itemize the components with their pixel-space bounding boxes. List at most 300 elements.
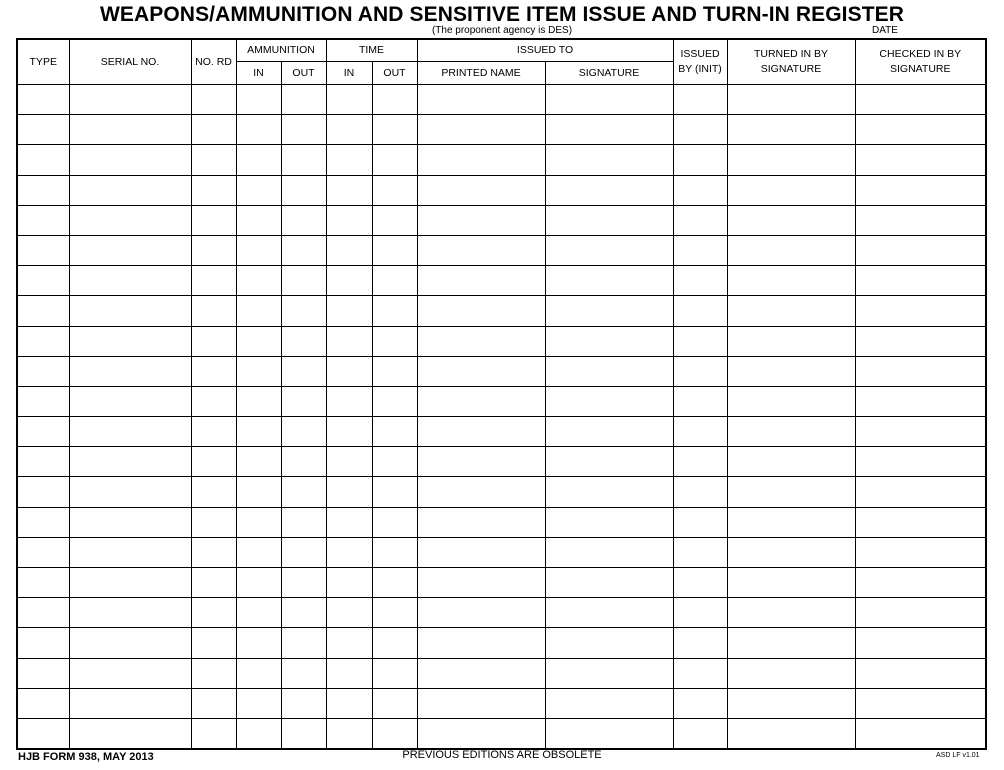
- cell-signature[interactable]: [545, 417, 673, 447]
- cell-printed-name[interactable]: [417, 628, 545, 658]
- cell-printed-name[interactable]: [417, 85, 545, 115]
- cell-signature[interactable]: [545, 628, 673, 658]
- cell-ammo-in[interactable]: [236, 718, 281, 749]
- cell-time-in[interactable]: [326, 205, 372, 235]
- table-row: [17, 175, 986, 205]
- cell-printed-name[interactable]: [417, 235, 545, 265]
- cell-serial-no[interactable]: [69, 447, 191, 477]
- cell-printed-name[interactable]: [417, 145, 545, 175]
- cell-no-rd[interactable]: [191, 115, 236, 145]
- cell-ammo-in[interactable]: [236, 85, 281, 115]
- cell-ammo-in[interactable]: [236, 658, 281, 688]
- cell-serial-no[interactable]: [69, 417, 191, 447]
- cell-ammo-out[interactable]: [281, 688, 326, 718]
- cell-printed-name[interactable]: [417, 537, 545, 567]
- cell-time-out[interactable]: [372, 296, 417, 326]
- cell-time-in[interactable]: [326, 326, 372, 356]
- cell-time-out[interactable]: [372, 417, 417, 447]
- cell-no-rd[interactable]: [191, 537, 236, 567]
- cell-ammo-in[interactable]: [236, 356, 281, 386]
- cell-ammo-in[interactable]: [236, 296, 281, 326]
- cell-printed-name[interactable]: [417, 115, 545, 145]
- cell-type[interactable]: [17, 598, 69, 628]
- cell-signature[interactable]: [545, 145, 673, 175]
- cell-time-out[interactable]: [372, 507, 417, 537]
- cell-no-rd[interactable]: [191, 447, 236, 477]
- cell-signature[interactable]: [545, 598, 673, 628]
- cell-no-rd[interactable]: [191, 658, 236, 688]
- cell-turned-in-by[interactable]: [727, 598, 855, 628]
- header-time: TIME: [326, 39, 417, 62]
- cell-printed-name[interactable]: [417, 658, 545, 688]
- header-turned-in-line1: TURNED IN BY: [753, 48, 829, 60]
- cell-turned-in-by[interactable]: [727, 115, 855, 145]
- cell-ammo-in[interactable]: [236, 386, 281, 416]
- cell-ammo-in[interactable]: [236, 568, 281, 598]
- cell-ammo-out[interactable]: [281, 175, 326, 205]
- cell-ammo-out[interactable]: [281, 598, 326, 628]
- cell-turned-in-by[interactable]: [727, 175, 855, 205]
- cell-printed-name[interactable]: [417, 688, 545, 718]
- cell-printed-name[interactable]: [417, 568, 545, 598]
- cell-no-rd[interactable]: [191, 85, 236, 115]
- cell-time-in[interactable]: [326, 658, 372, 688]
- cell-signature[interactable]: [545, 205, 673, 235]
- cell-issued-by[interactable]: [673, 386, 727, 416]
- table-row: [17, 658, 986, 688]
- cell-issued-by[interactable]: [673, 145, 727, 175]
- cell-serial-no[interactable]: [69, 386, 191, 416]
- cell-time-in[interactable]: [326, 447, 372, 477]
- cell-issued-by[interactable]: [673, 507, 727, 537]
- table-row: [17, 386, 986, 416]
- cell-issued-by[interactable]: [673, 598, 727, 628]
- cell-serial-no[interactable]: [69, 326, 191, 356]
- cell-turned-in-by[interactable]: [727, 356, 855, 386]
- header-ammo-in: IN: [236, 62, 281, 85]
- cell-signature[interactable]: [545, 235, 673, 265]
- cell-signature[interactable]: [545, 688, 673, 718]
- cell-type[interactable]: [17, 85, 69, 115]
- cell-signature[interactable]: [545, 658, 673, 688]
- header-checked-in-line2: SIGNATURE: [890, 63, 951, 75]
- cell-time-out[interactable]: [372, 85, 417, 115]
- cell-ammo-out[interactable]: [281, 85, 326, 115]
- cell-time-out[interactable]: [372, 658, 417, 688]
- cell-printed-name[interactable]: [417, 477, 545, 507]
- cell-ammo-in[interactable]: [236, 477, 281, 507]
- cell-checked-in-by[interactable]: [855, 658, 986, 688]
- cell-serial-no[interactable]: [69, 568, 191, 598]
- form-subtitle: (The proponent agency is DES): [431, 25, 573, 36]
- cell-turned-in-by[interactable]: [727, 235, 855, 265]
- cell-printed-name[interactable]: [417, 205, 545, 235]
- table-row: [17, 598, 986, 628]
- cell-turned-in-by[interactable]: [727, 658, 855, 688]
- cell-type[interactable]: [17, 507, 69, 537]
- header-time-in: IN: [326, 62, 372, 85]
- cell-no-rd[interactable]: [191, 598, 236, 628]
- cell-serial-no[interactable]: [69, 115, 191, 145]
- table-row: [17, 718, 986, 749]
- cell-signature[interactable]: [545, 296, 673, 326]
- cell-no-rd[interactable]: [191, 175, 236, 205]
- form-title: WEAPONS/AMMUNITION AND SENSITIVE ITEM ISSUE AND TURN-IN REGISTER: [99, 3, 905, 26]
- cell-time-in[interactable]: [326, 507, 372, 537]
- cell-signature[interactable]: [545, 507, 673, 537]
- cell-turned-in-by[interactable]: [727, 447, 855, 477]
- cell-no-rd[interactable]: [191, 205, 236, 235]
- table-row: [17, 115, 986, 145]
- cell-ammo-out[interactable]: [281, 718, 326, 749]
- cell-type[interactable]: [17, 266, 69, 296]
- cell-time-out[interactable]: [372, 115, 417, 145]
- cell-printed-name[interactable]: [417, 266, 545, 296]
- cell-printed-name[interactable]: [417, 507, 545, 537]
- cell-turned-in-by[interactable]: [727, 628, 855, 658]
- table-row: [17, 266, 986, 296]
- cell-issued-by[interactable]: [673, 447, 727, 477]
- cell-ammo-out[interactable]: [281, 568, 326, 598]
- cell-serial-no[interactable]: [69, 296, 191, 326]
- cell-issued-by[interactable]: [673, 296, 727, 326]
- cell-serial-no[interactable]: [69, 356, 191, 386]
- cell-ammo-out[interactable]: [281, 296, 326, 326]
- cell-ammo-out[interactable]: [281, 205, 326, 235]
- header-printed-name: PRINTED NAME: [417, 62, 545, 85]
- cell-time-out[interactable]: [372, 386, 417, 416]
- cell-type[interactable]: [17, 537, 69, 567]
- cell-serial-no[interactable]: [69, 477, 191, 507]
- cell-turned-in-by[interactable]: [727, 145, 855, 175]
- cell-ammo-in[interactable]: [236, 115, 281, 145]
- cell-serial-no[interactable]: [69, 507, 191, 537]
- cell-checked-in-by[interactable]: [855, 386, 986, 416]
- cell-no-rd[interactable]: [191, 628, 236, 658]
- editions-note: PREVIOUS EDITIONS ARE OBSOLETE: [402, 749, 602, 761]
- header-signature: SIGNATURE: [545, 62, 673, 85]
- cell-ammo-in[interactable]: [236, 326, 281, 356]
- cell-printed-name[interactable]: [417, 296, 545, 326]
- cell-type[interactable]: [17, 477, 69, 507]
- cell-type[interactable]: [17, 175, 69, 205]
- cell-type[interactable]: [17, 718, 69, 749]
- cell-turned-in-by[interactable]: [727, 296, 855, 326]
- cell-ammo-in[interactable]: [236, 417, 281, 447]
- cell-ammo-out[interactable]: [281, 145, 326, 175]
- cell-type[interactable]: [17, 115, 69, 145]
- cell-checked-in-by[interactable]: [855, 85, 986, 115]
- table-row: [17, 85, 986, 115]
- cell-ammo-in[interactable]: [236, 145, 281, 175]
- cell-signature[interactable]: [545, 568, 673, 598]
- cell-serial-no[interactable]: [69, 718, 191, 749]
- cell-time-in[interactable]: [326, 145, 372, 175]
- cell-turned-in-by[interactable]: [727, 568, 855, 598]
- cell-checked-in-by[interactable]: [855, 537, 986, 567]
- cell-time-out[interactable]: [372, 477, 417, 507]
- cell-serial-no[interactable]: [69, 175, 191, 205]
- cell-checked-in-by[interactable]: [855, 598, 986, 628]
- cell-ammo-out[interactable]: [281, 115, 326, 145]
- table-row: [17, 356, 986, 386]
- cell-time-in[interactable]: [326, 175, 372, 205]
- table-row: [17, 205, 986, 235]
- cell-turned-in-by[interactable]: [727, 326, 855, 356]
- header-checked-in-line1: CHECKED IN BY: [879, 48, 962, 60]
- cell-turned-in-by[interactable]: [727, 477, 855, 507]
- cell-ammo-out[interactable]: [281, 477, 326, 507]
- cell-ammo-out[interactable]: [281, 417, 326, 447]
- cell-issued-by[interactable]: [673, 115, 727, 145]
- cell-checked-in-by[interactable]: [855, 326, 986, 356]
- cell-serial-no[interactable]: [69, 266, 191, 296]
- cell-time-out[interactable]: [372, 175, 417, 205]
- cell-time-in[interactable]: [326, 537, 372, 567]
- cell-signature[interactable]: [545, 266, 673, 296]
- cell-time-out[interactable]: [372, 718, 417, 749]
- cell-printed-name[interactable]: [417, 447, 545, 477]
- cell-checked-in-by[interactable]: [855, 115, 986, 145]
- cell-no-rd[interactable]: [191, 386, 236, 416]
- cell-time-out[interactable]: [372, 235, 417, 265]
- cell-printed-name[interactable]: [417, 598, 545, 628]
- cell-no-rd[interactable]: [191, 568, 236, 598]
- cell-signature[interactable]: [545, 356, 673, 386]
- cell-checked-in-by[interactable]: [855, 507, 986, 537]
- cell-checked-in-by[interactable]: [855, 296, 986, 326]
- cell-turned-in-by[interactable]: [727, 688, 855, 718]
- cell-signature[interactable]: [545, 386, 673, 416]
- cell-checked-in-by[interactable]: [855, 145, 986, 175]
- cell-checked-in-by[interactable]: [855, 568, 986, 598]
- cell-checked-in-by[interactable]: [855, 688, 986, 718]
- header-time-out: OUT: [372, 62, 417, 85]
- cell-time-in[interactable]: [326, 386, 372, 416]
- cell-printed-name[interactable]: [417, 718, 545, 749]
- cell-checked-in-by[interactable]: [855, 628, 986, 658]
- cell-issued-by[interactable]: [673, 235, 727, 265]
- cell-time-out[interactable]: [372, 356, 417, 386]
- cell-no-rd[interactable]: [191, 507, 236, 537]
- cell-ammo-out[interactable]: [281, 537, 326, 567]
- cell-signature[interactable]: [545, 718, 673, 749]
- cell-no-rd[interactable]: [191, 417, 236, 447]
- cell-printed-name[interactable]: [417, 175, 545, 205]
- header-no-rd: NO. RD: [191, 39, 236, 85]
- cell-type[interactable]: [17, 658, 69, 688]
- cell-time-in[interactable]: [326, 417, 372, 447]
- cell-ammo-in[interactable]: [236, 598, 281, 628]
- cell-ammo-in[interactable]: [236, 507, 281, 537]
- cell-checked-in-by[interactable]: [855, 235, 986, 265]
- cell-serial-no[interactable]: [69, 598, 191, 628]
- cell-time-in[interactable]: [326, 628, 372, 658]
- cell-time-out[interactable]: [372, 205, 417, 235]
- cell-serial-no[interactable]: [69, 688, 191, 718]
- header-checked-in-by: [855, 39, 986, 85]
- cell-no-rd[interactable]: [191, 296, 236, 326]
- cell-signature[interactable]: [545, 85, 673, 115]
- cell-ammo-in[interactable]: [236, 628, 281, 658]
- cell-checked-in-by[interactable]: [855, 266, 986, 296]
- cell-issued-by[interactable]: [673, 628, 727, 658]
- cell-type[interactable]: [17, 205, 69, 235]
- cell-ammo-out[interactable]: [281, 356, 326, 386]
- cell-time-out[interactable]: [372, 145, 417, 175]
- cell-time-in[interactable]: [326, 598, 372, 628]
- cell-issued-by[interactable]: [673, 417, 727, 447]
- cell-time-out[interactable]: [372, 326, 417, 356]
- cell-issued-by[interactable]: [673, 356, 727, 386]
- cell-ammo-out[interactable]: [281, 628, 326, 658]
- cell-ammo-out[interactable]: [281, 447, 326, 477]
- cell-ammo-in[interactable]: [236, 688, 281, 718]
- cell-no-rd[interactable]: [191, 718, 236, 749]
- cell-printed-name[interactable]: [417, 326, 545, 356]
- cell-time-in[interactable]: [326, 477, 372, 507]
- cell-printed-name[interactable]: [417, 417, 545, 447]
- cell-type[interactable]: [17, 568, 69, 598]
- cell-time-out[interactable]: [372, 447, 417, 477]
- form-id: HJB FORM 938, MAY 2013: [18, 751, 154, 763]
- cell-type[interactable]: [17, 235, 69, 265]
- cell-time-in[interactable]: [326, 115, 372, 145]
- cell-issued-by[interactable]: [673, 205, 727, 235]
- cell-serial-no[interactable]: [69, 145, 191, 175]
- cell-ammo-in[interactable]: [236, 447, 281, 477]
- cell-type[interactable]: [17, 386, 69, 416]
- cell-printed-name[interactable]: [417, 386, 545, 416]
- cell-issued-by[interactable]: [673, 477, 727, 507]
- cell-type[interactable]: [17, 447, 69, 477]
- cell-turned-in-by[interactable]: [727, 417, 855, 447]
- cell-signature[interactable]: [545, 326, 673, 356]
- cell-issued-by[interactable]: [673, 568, 727, 598]
- cell-issued-by[interactable]: [673, 326, 727, 356]
- cell-no-rd[interactable]: [191, 326, 236, 356]
- cell-type[interactable]: [17, 145, 69, 175]
- cell-time-in[interactable]: [326, 718, 372, 749]
- cell-signature[interactable]: [545, 115, 673, 145]
- cell-type[interactable]: [17, 356, 69, 386]
- cell-time-out[interactable]: [372, 688, 417, 718]
- cell-serial-no[interactable]: [69, 537, 191, 567]
- cell-ammo-out[interactable]: [281, 658, 326, 688]
- cell-turned-in-by[interactable]: [727, 266, 855, 296]
- cell-checked-in-by[interactable]: [855, 477, 986, 507]
- cell-checked-in-by[interactable]: [855, 205, 986, 235]
- table-row: [17, 235, 986, 265]
- cell-signature[interactable]: [545, 447, 673, 477]
- table-row: [17, 145, 986, 175]
- cell-type[interactable]: [17, 326, 69, 356]
- table-row: [17, 296, 986, 326]
- cell-time-out[interactable]: [372, 537, 417, 567]
- cell-checked-in-by[interactable]: [855, 417, 986, 447]
- cell-signature[interactable]: [545, 537, 673, 567]
- cell-serial-no[interactable]: [69, 658, 191, 688]
- cell-time-in[interactable]: [326, 568, 372, 598]
- cell-turned-in-by[interactable]: [727, 205, 855, 235]
- cell-ammo-out[interactable]: [281, 507, 326, 537]
- cell-time-in[interactable]: [326, 235, 372, 265]
- cell-no-rd[interactable]: [191, 235, 236, 265]
- cell-ammo-in[interactable]: [236, 537, 281, 567]
- cell-issued-by[interactable]: [673, 658, 727, 688]
- cell-no-rd[interactable]: [191, 356, 236, 386]
- cell-no-rd[interactable]: [191, 477, 236, 507]
- cell-ammo-in[interactable]: [236, 175, 281, 205]
- cell-issued-by[interactable]: [673, 688, 727, 718]
- table-row: [17, 326, 986, 356]
- cell-ammo-in[interactable]: [236, 266, 281, 296]
- table-row: [17, 628, 986, 658]
- cell-time-in[interactable]: [326, 296, 372, 326]
- cell-serial-no[interactable]: [69, 85, 191, 115]
- cell-type[interactable]: [17, 417, 69, 447]
- cell-turned-in-by[interactable]: [727, 718, 855, 749]
- cell-signature[interactable]: [545, 175, 673, 205]
- cell-serial-no[interactable]: [69, 205, 191, 235]
- cell-serial-no[interactable]: [69, 628, 191, 658]
- cell-serial-no[interactable]: [69, 235, 191, 265]
- cell-issued-by[interactable]: [673, 537, 727, 567]
- register-body: [17, 85, 986, 750]
- cell-checked-in-by[interactable]: [855, 175, 986, 205]
- header-turned-in-line2: SIGNATURE: [760, 63, 822, 75]
- cell-turned-in-by[interactable]: [727, 386, 855, 416]
- cell-ammo-in[interactable]: [236, 205, 281, 235]
- cell-no-rd[interactable]: [191, 145, 236, 175]
- table-row: [17, 417, 986, 447]
- cell-time-out[interactable]: [372, 598, 417, 628]
- cell-type[interactable]: [17, 628, 69, 658]
- cell-issued-by[interactable]: [673, 175, 727, 205]
- cell-no-rd[interactable]: [191, 266, 236, 296]
- cell-ammo-out[interactable]: [281, 326, 326, 356]
- cell-no-rd[interactable]: [191, 688, 236, 718]
- cell-checked-in-by[interactable]: [855, 356, 986, 386]
- cell-time-out[interactable]: [372, 568, 417, 598]
- cell-turned-in-by[interactable]: [727, 85, 855, 115]
- cell-ammo-out[interactable]: [281, 386, 326, 416]
- cell-time-in[interactable]: [326, 85, 372, 115]
- cell-checked-in-by[interactable]: [855, 718, 986, 749]
- cell-ammo-out[interactable]: [281, 235, 326, 265]
- cell-type[interactable]: [17, 688, 69, 718]
- cell-issued-by[interactable]: [673, 266, 727, 296]
- header-turned-in-by: [727, 39, 855, 85]
- cell-time-out[interactable]: [372, 266, 417, 296]
- cell-ammo-in[interactable]: [236, 235, 281, 265]
- cell-printed-name[interactable]: [417, 356, 545, 386]
- cell-type[interactable]: [17, 296, 69, 326]
- cell-issued-by[interactable]: [673, 718, 727, 749]
- date-label: DATE: [872, 25, 898, 36]
- cell-signature[interactable]: [545, 477, 673, 507]
- cell-time-out[interactable]: [372, 628, 417, 658]
- table-row: [17, 568, 986, 598]
- cell-ammo-out[interactable]: [281, 266, 326, 296]
- cell-time-in[interactable]: [326, 688, 372, 718]
- cell-checked-in-by[interactable]: [855, 447, 986, 477]
- cell-time-in[interactable]: [326, 266, 372, 296]
- cell-issued-by[interactable]: [673, 85, 727, 115]
- cell-time-in[interactable]: [326, 356, 372, 386]
- cell-turned-in-by[interactable]: [727, 537, 855, 567]
- cell-turned-in-by[interactable]: [727, 507, 855, 537]
